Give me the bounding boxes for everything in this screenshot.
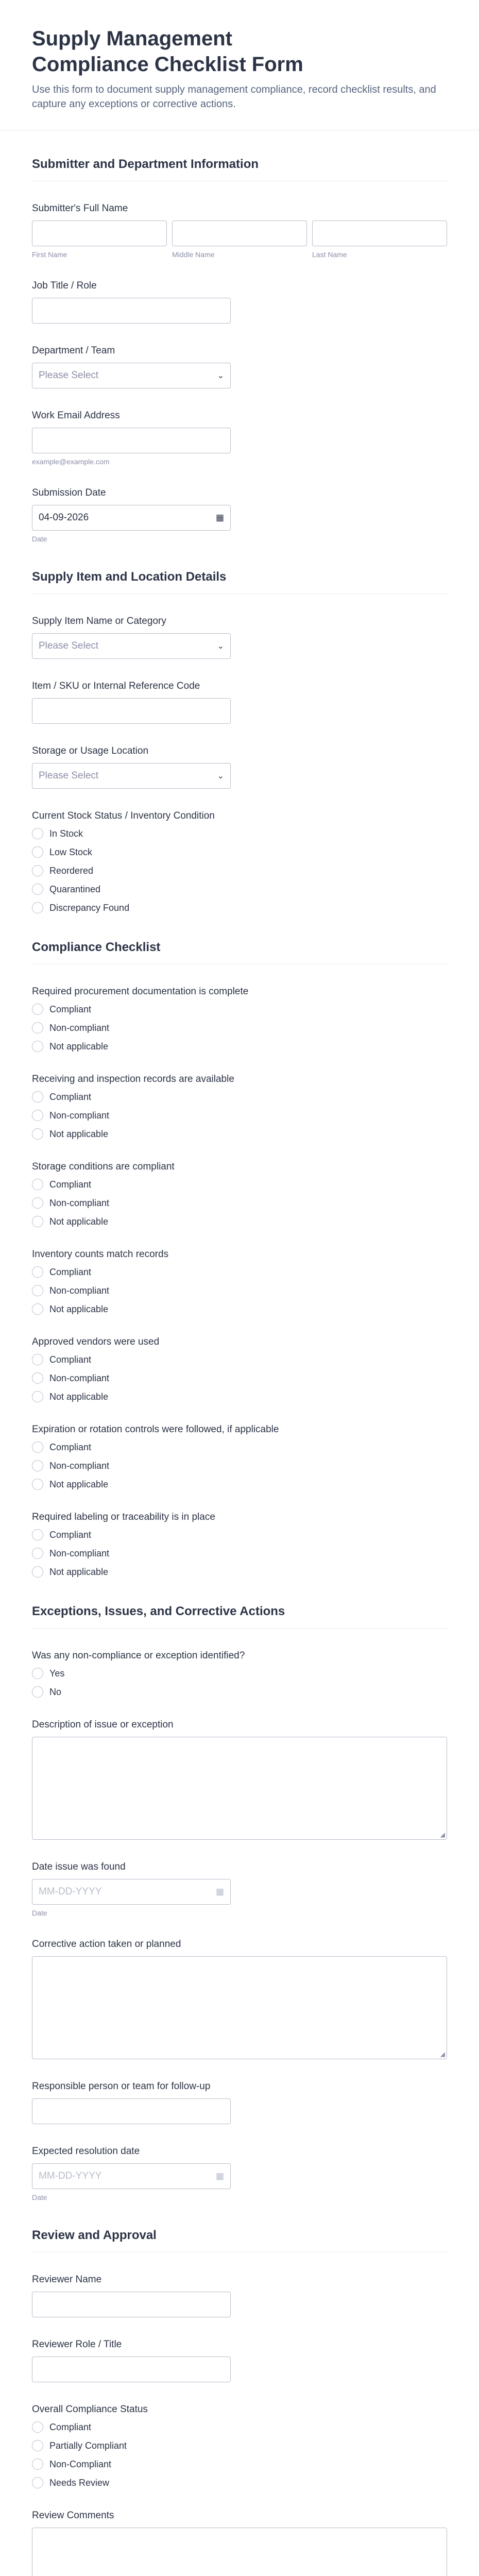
form-title: Supply Management Compliance Checklist Form [32, 27, 303, 76]
radio-button[interactable] [32, 1479, 43, 1490]
checklist-question [32, 1336, 447, 1402]
radio-option[interactable] [32, 1479, 447, 1490]
first-name-sublabel: First Name [32, 250, 67, 259]
radio-button[interactable] [32, 2421, 43, 2433]
resolution-date-label: Expected resolution date [32, 2146, 140, 2157]
submission-date-label: Submission Date [32, 487, 106, 498]
radio-option[interactable] [32, 1285, 447, 1296]
radio-option[interactable] [32, 1110, 447, 1121]
section-title-supply: Supply Item and Location Details [32, 570, 447, 594]
radio-option[interactable] [32, 1022, 447, 1033]
checklist-questions [32, 986, 447, 1578]
radio-option[interactable] [32, 1442, 447, 1453]
radio-button[interactable] [32, 1197, 43, 1209]
checklist-options [32, 1354, 447, 1402]
department-placeholder: Please Select [39, 370, 99, 381]
radio-button[interactable] [32, 846, 43, 858]
field-issue-description [32, 1719, 447, 1840]
checklist-question-label: Required labeling or traceability is in place [32, 1512, 215, 1522]
radio-option[interactable] [32, 1460, 447, 1471]
radio-option-label: Not applicable [49, 1041, 109, 1052]
issue-description-textarea[interactable] [32, 1737, 447, 1840]
middle-name-input[interactable] [172, 221, 307, 246]
radio-option[interactable] [32, 865, 447, 876]
checklist-question [32, 1074, 447, 1140]
radio-button[interactable] [32, 2459, 43, 2470]
name-row [32, 221, 447, 259]
resize-handle-icon[interactable]: ◢ [440, 2050, 445, 2058]
overall-status-label: Overall Compliance Status [32, 2404, 148, 2415]
radio-option[interactable] [32, 1091, 447, 1103]
middle-name-col [172, 221, 307, 259]
field-full-name [32, 203, 447, 259]
checklist-question [32, 986, 447, 1052]
radio-option-label: Not applicable [49, 1216, 109, 1227]
radio-option-label: Discrepancy Found [49, 902, 130, 913]
radio-button[interactable] [32, 1041, 43, 1052]
radio-option[interactable] [32, 1529, 447, 1540]
reviewer-name-input[interactable] [32, 2292, 231, 2317]
radio-button[interactable] [32, 1266, 43, 1278]
checklist-options [32, 1442, 447, 1490]
radio-button[interactable] [32, 1372, 43, 1384]
checklist-options [32, 1091, 447, 1140]
field-overall-status [32, 2404, 447, 2488]
field-responsible-person [32, 2081, 447, 2124]
calendar-icon[interactable]: ▦ [215, 1887, 224, 1896]
field-corrective-action [32, 1939, 447, 2059]
review-comments-label: Review Comments [32, 2510, 114, 2521]
calendar-icon[interactable]: ▦ [215, 513, 224, 522]
radio-button[interactable] [32, 1022, 43, 1033]
radio-option-label: Non-compliant [49, 1022, 110, 1033]
field-email [32, 410, 447, 466]
radio-option[interactable] [32, 2440, 447, 2451]
radio-option-label: Not applicable [49, 1303, 109, 1314]
form-header [0, 0, 479, 130]
resolution-date-input[interactable] [32, 2163, 231, 2189]
responsible-person-label: Responsible person or team for follow-up [32, 2081, 211, 2092]
radio-button[interactable] [32, 1566, 43, 1578]
supply-item-select[interactable] [32, 633, 231, 659]
radio-option-label: Compliant [49, 1004, 92, 1014]
last-name-sublabel: Last Name [312, 250, 347, 259]
supply-item-label: Supply Item Name or Category [32, 616, 166, 626]
radio-button[interactable] [32, 2477, 43, 2488]
corrective-action-label: Corrective action taken or planned [32, 1939, 181, 1950]
form-subtitle: Use this form to document supply management compliance, record checklist results, and capture any exceptions or corrective actions. [32, 84, 436, 110]
radio-option[interactable] [32, 828, 447, 839]
checklist-question [32, 1161, 447, 1227]
radio-option[interactable] [32, 1179, 447, 1190]
radio-option[interactable] [32, 846, 447, 858]
checklist-question [32, 1424, 447, 1490]
field-resolution-date [32, 2146, 447, 2201]
email-label: Work Email Address [32, 410, 120, 421]
field-stock-status [32, 810, 447, 913]
radio-button[interactable] [32, 902, 43, 913]
radio-option-label: Compliant [49, 1442, 92, 1452]
storage-location-label: Storage or Usage Location [32, 745, 149, 756]
radio-option-label: Non-compliant [49, 1372, 110, 1383]
chevron-down-icon: ⌄ [217, 642, 224, 651]
radio-option[interactable] [32, 1128, 447, 1140]
field-date-found [32, 1861, 447, 1917]
radio-button[interactable] [32, 884, 43, 895]
department-label: Department / Team [32, 345, 115, 356]
radio-option[interactable] [32, 1266, 447, 1278]
calendar-icon[interactable]: ▦ [215, 2171, 224, 2181]
exception-identified-label: Was any non-compliance or exception identified? [32, 1650, 245, 1661]
radio-option[interactable] [32, 2421, 447, 2433]
corrective-action-textarea[interactable] [32, 1956, 447, 2059]
checklist-options [32, 1004, 447, 1052]
full-name-label: Submitter's Full Name [32, 203, 128, 214]
checklist-question-label: Required procurement documentation is complete [32, 986, 249, 997]
checklist-options [32, 1266, 447, 1315]
radio-option-label: Non-compliant [49, 1197, 110, 1208]
section-title-review: Review and Approval [32, 2228, 447, 2252]
radio-option-no[interactable] [32, 1686, 447, 1698]
radio-option-label: Partially Compliant [49, 2440, 127, 2451]
radio-option-label: Compliant [49, 1091, 92, 1102]
radio-option-label: Compliant [49, 1179, 92, 1190]
job-title-input[interactable] [32, 298, 231, 324]
resolution-date-sublabel: Date [32, 2193, 47, 2201]
field-job-title [32, 280, 447, 324]
responsible-person-input[interactable] [32, 2098, 231, 2124]
date-found-input[interactable] [32, 1879, 231, 1905]
checklist-question [32, 1512, 447, 1578]
storage-location-placeholder: Please Select [39, 770, 99, 781]
radio-option-label: Non-compliant [49, 1285, 110, 1296]
last-name-input[interactable] [312, 221, 447, 246]
checklist-question-label: Expiration or rotation controls were followed, if applicable [32, 1424, 279, 1435]
section-title-submitter: Submitter and Department Information [32, 157, 447, 181]
exception-identified-options [32, 1668, 447, 1698]
radio-button[interactable] [32, 1460, 43, 1471]
radio-button[interactable] [32, 1128, 43, 1140]
radio-option-label: Reordered [49, 865, 94, 876]
date-found-sublabel: Date [32, 1909, 47, 1917]
checklist-question-label: Receiving and inspection records are available [32, 1074, 234, 1084]
field-supply-item [32, 616, 447, 659]
email-sublabel: example@example.com [32, 457, 110, 466]
radio-button[interactable] [32, 1686, 43, 1698]
stock-status-options [32, 828, 447, 913]
radio-option[interactable] [32, 1354, 447, 1365]
radio-button[interactable] [32, 1110, 43, 1121]
overall-status-options [32, 2421, 447, 2488]
radio-option-label: Yes [49, 1668, 65, 1679]
radio-button[interactable] [32, 1091, 43, 1103]
first-name-col [32, 221, 167, 259]
radio-button[interactable] [32, 1216, 43, 1227]
radio-option[interactable] [32, 1566, 447, 1578]
field-submission-date [32, 487, 447, 543]
field-reviewer-role [32, 2339, 447, 2382]
radio-option[interactable] [32, 1216, 447, 1227]
resize-handle-icon[interactable]: ◢ [440, 1831, 445, 1838]
radio-button[interactable] [32, 1442, 43, 1453]
job-title-label: Job Title / Role [32, 280, 97, 291]
stock-status-label: Current Stock Status / Inventory Condition [32, 810, 215, 821]
radio-option-label: Not applicable [49, 1479, 109, 1489]
radio-button[interactable] [32, 2440, 43, 2451]
storage-location-select[interactable] [32, 763, 231, 789]
checklist-question-label: Inventory counts match records [32, 1249, 169, 1260]
radio-option-label: Low Stock [49, 846, 93, 857]
field-reviewer-name [32, 2274, 447, 2317]
radio-option-label: Not applicable [49, 1391, 109, 1402]
email-input[interactable] [32, 428, 231, 453]
radio-button[interactable] [32, 1004, 43, 1015]
radio-option-label: Compliant [49, 1354, 92, 1365]
radio-option[interactable] [32, 884, 447, 895]
checklist-question-label: Approved vendors were used [32, 1336, 160, 1347]
radio-button[interactable] [32, 1548, 43, 1559]
field-department [32, 345, 447, 388]
radio-option-label: Not applicable [49, 1566, 109, 1577]
field-exception-identified [32, 1650, 447, 1698]
radio-option-label: Not applicable [49, 1128, 109, 1139]
radio-option-label: In Stock [49, 828, 83, 839]
radio-button[interactable] [32, 1529, 43, 1540]
submission-date-input[interactable] [32, 505, 231, 531]
radio-option-label: Compliant [49, 1529, 92, 1540]
radio-option-label: Compliant [49, 2421, 92, 2432]
last-name-col [312, 221, 447, 259]
first-name-input[interactable] [32, 221, 167, 246]
radio-option[interactable] [32, 2477, 447, 2488]
sku-label: Item / SKU or Internal Reference Code [32, 681, 200, 691]
sku-input[interactable] [32, 698, 231, 724]
radio-option-label: Quarantined [49, 884, 101, 894]
radio-option-label: Non-compliant [49, 1460, 110, 1471]
supply-item-placeholder: Please Select [39, 640, 99, 651]
radio-option[interactable] [32, 1372, 447, 1384]
radio-option[interactable] [32, 1197, 447, 1209]
radio-option[interactable] [32, 1303, 447, 1315]
radio-button[interactable] [32, 865, 43, 876]
field-storage-location [32, 745, 447, 789]
radio-option-label: Non-compliant [49, 1110, 110, 1121]
chevron-down-icon: ⌄ [217, 772, 224, 781]
section-title-exceptions: Exceptions, Issues, and Corrective Actions [32, 1604, 447, 1629]
radio-button[interactable] [32, 1391, 43, 1402]
radio-button[interactable] [32, 1354, 43, 1365]
radio-option-label: No [49, 1686, 62, 1697]
department-select[interactable] [32, 363, 231, 388]
field-sku [32, 681, 447, 724]
radio-option[interactable] [32, 1041, 447, 1052]
chevron-down-icon: ⌄ [217, 371, 224, 380]
review-comments-textarea[interactable] [32, 2528, 447, 2576]
reviewer-name-label: Reviewer Name [32, 2274, 102, 2285]
middle-name-sublabel: Middle Name [172, 250, 215, 259]
radio-option-yes[interactable] [32, 1668, 447, 1679]
resolution-date-placeholder: MM-DD-YYYY [39, 2171, 102, 2181]
radio-option[interactable] [32, 1391, 447, 1402]
date-found-placeholder: MM-DD-YYYY [39, 1886, 102, 1897]
radio-option-label: Non-Compliant [49, 2459, 112, 2469]
radio-option[interactable] [32, 1004, 447, 1015]
radio-button[interactable] [32, 1179, 43, 1190]
issue-description-label: Description of issue or exception [32, 1719, 174, 1730]
checklist-question-label: Storage conditions are compliant [32, 1161, 175, 1172]
reviewer-role-label: Reviewer Role / Title [32, 2339, 122, 2350]
section-title-checklist: Compliance Checklist [32, 940, 447, 964]
radio-option-label: Non-compliant [49, 1548, 110, 1558]
submission-date-value: 04-09-2026 [39, 512, 89, 523]
radio-option[interactable] [32, 902, 447, 913]
checklist-options [32, 1179, 447, 1227]
radio-button[interactable] [32, 1303, 43, 1315]
field-review-comments [32, 2510, 447, 2576]
radio-button[interactable] [32, 1285, 43, 1296]
reviewer-role-input[interactable] [32, 2357, 231, 2382]
checklist-question [32, 1249, 447, 1315]
radio-option[interactable] [32, 2459, 447, 2470]
radio-button[interactable] [32, 828, 43, 839]
radio-option-label: Needs Review [49, 2477, 110, 2488]
radio-button[interactable] [32, 1668, 43, 1679]
radio-option[interactable] [32, 1548, 447, 1559]
radio-option-label: Compliant [49, 1266, 92, 1277]
checklist-options [32, 1529, 447, 1578]
date-found-label: Date issue was found [32, 1861, 126, 1872]
submission-date-sublabel: Date [32, 535, 47, 543]
